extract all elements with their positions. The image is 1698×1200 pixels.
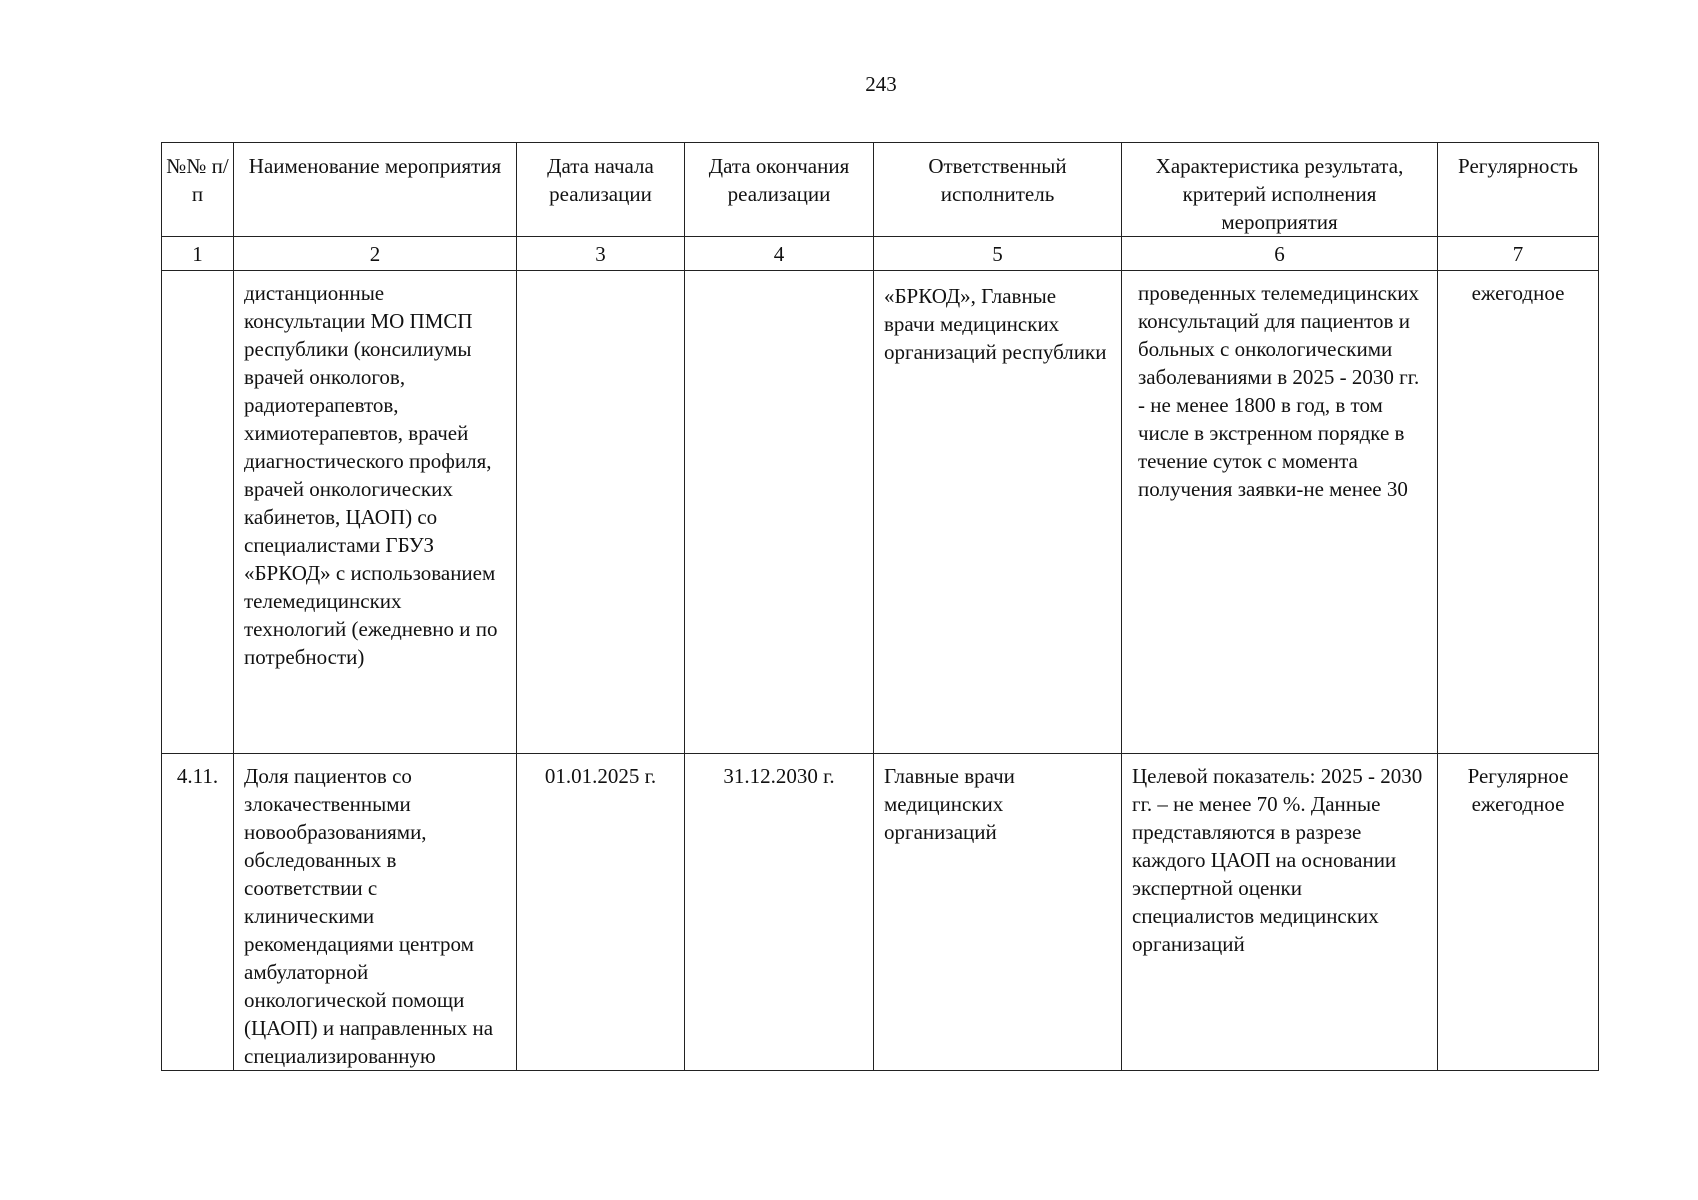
header-responsible: Ответственный исполнитель: [874, 143, 1122, 237]
table-row: [162, 754, 1599, 1071]
responsible: «БРКОД», Главные врачи медицинских организаций республики: [874, 271, 1122, 754]
header-end-date: Дата окончания реализации: [685, 143, 874, 237]
row-number: 4.11.: [162, 754, 234, 1071]
activities-table: [161, 142, 1599, 1071]
column-number: 1: [162, 237, 234, 271]
responsible: Главные врачи медицинских организаций: [874, 754, 1122, 1071]
regularity: Регулярное ежегодное: [1438, 754, 1599, 1071]
header-activity-name: Наименование мероприятия: [234, 143, 517, 237]
page-number: 243: [865, 72, 897, 96]
result-criteria: Целевой показатель: 2025 - 2030 гг. – не менее 70 %. Данные представляются в разрезе каждого ЦАОП на основании экспертной оценки специалистов медицинских организаций: [1122, 754, 1438, 1071]
table-row: [162, 271, 1599, 754]
regularity: ежегодное: [1438, 271, 1599, 754]
header-result: Характеристика результата, критерий исполнения мероприятия: [1122, 143, 1438, 237]
column-number: 7: [1438, 237, 1599, 271]
header-regularity: Регулярность: [1438, 143, 1599, 237]
row-number: [162, 271, 234, 754]
column-number: 5: [874, 237, 1122, 271]
column-number: 4: [685, 237, 874, 271]
activity-name: Доля пациентов со злокачественными новообразованиями, обследованных в соответствии с клиническими рекомендациями центром амбулаторной онкологической помощи (ЦАОП) и направленных на специализированную: [234, 754, 517, 1071]
start-date: 01.01.2025 г.: [517, 754, 685, 1071]
header-row: [162, 143, 1599, 237]
column-number: 3: [517, 237, 685, 271]
column-number: 2: [234, 237, 517, 271]
header-number: №№ п/п: [162, 143, 234, 237]
column-number-row: [162, 237, 1599, 271]
end-date: [685, 271, 874, 754]
start-date: [517, 271, 685, 754]
end-date: 31.12.2030 г.: [685, 754, 874, 1071]
header-start-date: Дата начала реализации: [517, 143, 685, 237]
activity-name: дистанционные консультации МО ПМСП республики (консилиумы врачей онкологов, радиотерапевтов, химиотерапевтов, врачей диагностического профиля, врачей онкологических кабинетов, ЦАОП) со специалистами ГБУЗ «БРКОД» с использованием телемедицинских технологий (ежедневно и по потребности): [234, 271, 517, 754]
result-criteria: проведенных телемедицинских консультаций для пациентов и больных с онкологическими заболеваниями в 2025 - 2030 гг. - не менее 1800 в год, в том числе в экстренном порядке в течение суток с момента получения заявки-не менее 30: [1122, 271, 1438, 754]
column-number: 6: [1122, 237, 1438, 271]
